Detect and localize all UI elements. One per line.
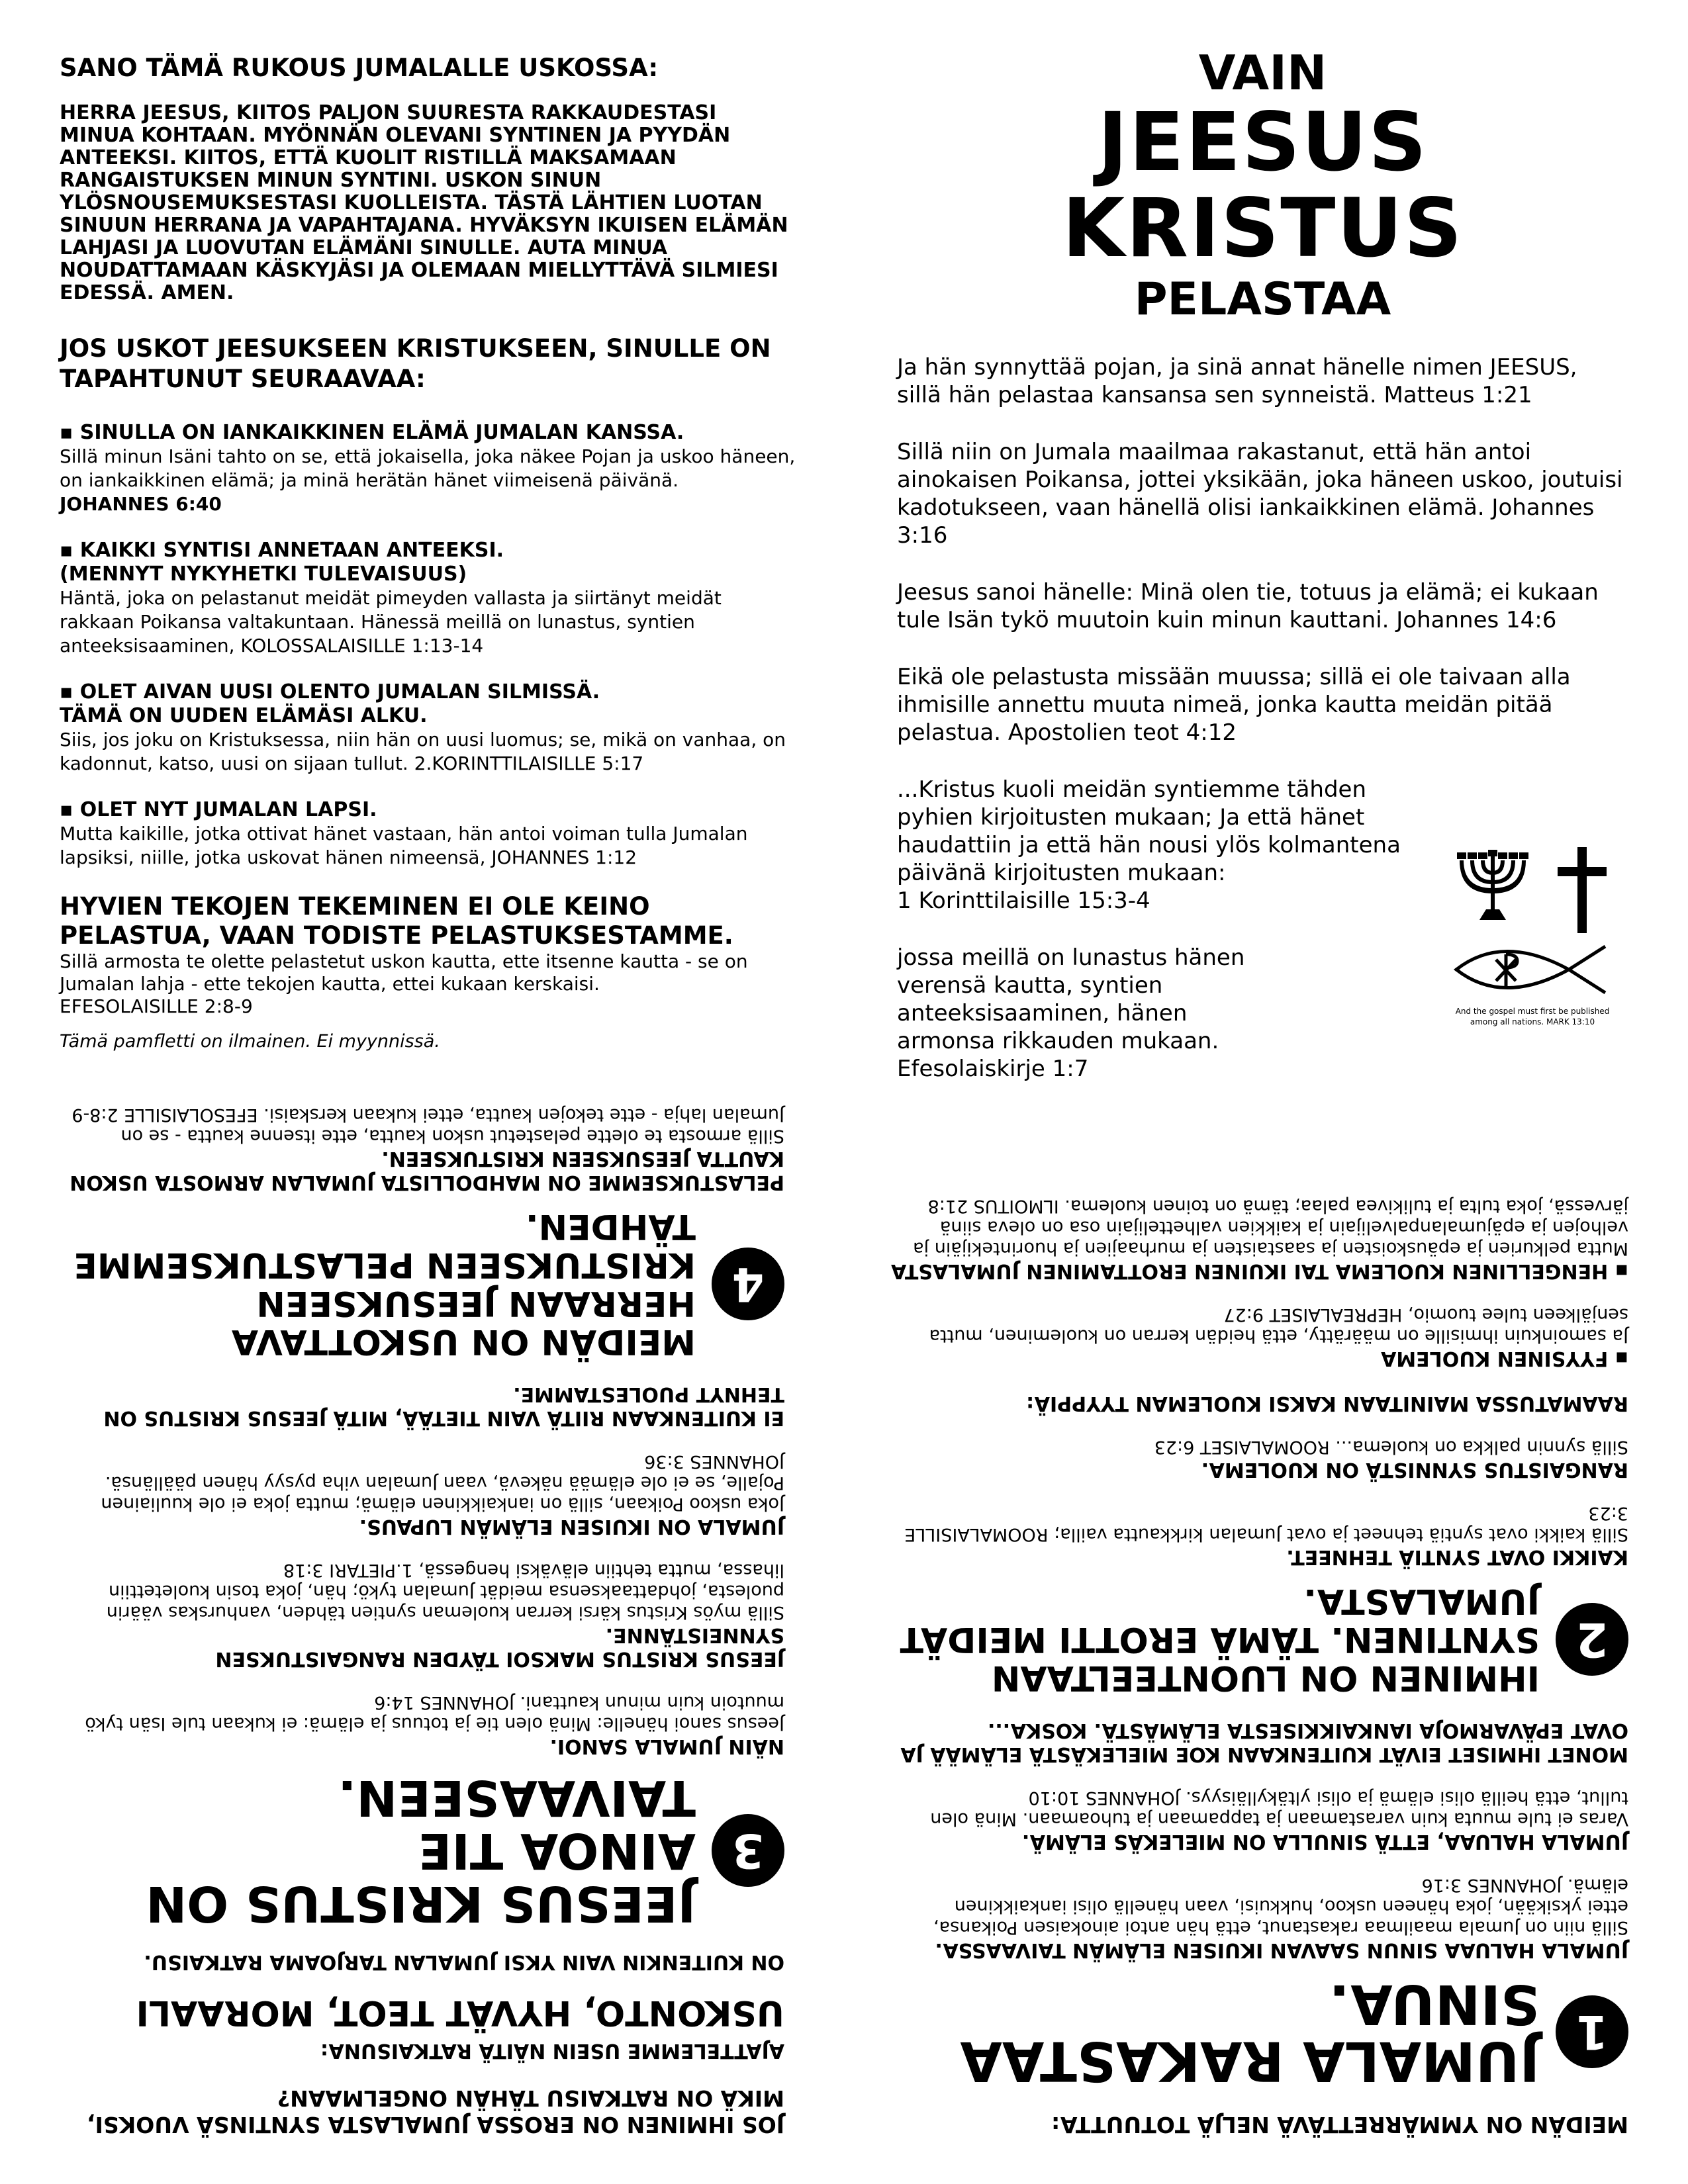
solutions-intro: AJATTELEMME USEIN NÄITÄ RATKAISUNA: — [320, 2039, 784, 2062]
truth-4-sub: PELASTUKSEMME ON MAHDOLLISTA JUMALAN ARMOSTA USKON KAUTTA JEESUKSEEN KRISTUKSEEN. — [70, 1147, 784, 1194]
truth-2-header — [890, 1582, 1628, 1697]
benefit-body: Mutta kaikille, jotka ottivat hänet vastaan, hän antoi voiman tulla Jumalan lapsiksi, niille, jotka uskovat hänen nimeensä, — [60, 823, 748, 868]
title-line-3: PELASTAA — [1134, 273, 1391, 326]
truth-2-body2: Sillä synnin palkka on kuolema... ROOMALAISET 6:23 — [1154, 1437, 1628, 1457]
benefit-section — [60, 798, 798, 870]
cross-icon — [1552, 847, 1612, 933]
benefit-section — [60, 680, 798, 776]
verse: Jeesus sanoi hänelle: Minä olen tie, totuus ja elämä; ei kukaan tule Isän tykö muutoin kuin minun kauttani. Johannes 14:6 — [897, 579, 1599, 633]
truth-3-number: 3 — [712, 1814, 784, 1887]
truth-3-body2: Sillä myös Kristus kärsi kerran kuoleman syntien tähden, vanhurskas väärin puolesta, johdattaaksensa meidät Jumalan tykö; hän, joka tosin kuoletettiin lihassa, mutta tehtiin eläväksi hengessä, 1.PIETARI 3:18 — [106, 1560, 784, 1623]
benefit-ref: KOLOSSALAISILLE 1:13-14 — [240, 635, 484, 657]
truth-2-sub3: RAAMATUSSA MAINITAAN KAKSI KUOLEMAN TYYPPIÄ: — [1026, 1392, 1628, 1415]
benefit-title: ▪ OLET AIVAN UUSI OLENTO JUMALAN SILMISSÄ. TÄMÄ ON UUDEN ELÄMÄSI ALKU. — [60, 680, 600, 727]
truth-2-sub5: ▪ HENGELLINEN KUOLEMA TAI IKUINEN EROTTAMINEN JUMALASTA — [890, 1259, 1628, 1283]
truth-2-number: 2 — [1556, 1603, 1628, 1676]
truth-2-body4: Ja samoinkuin ihmisille on määrätty, että heidän kerran on kuoleminen, mutta senjälkeen tulee tuomio, HEPREALAISET 9:27 — [929, 1304, 1628, 1346]
fish-chi-rho-icon — [1450, 940, 1615, 999]
truth-2-sub: KAIKKI OVAT SYNTIÄ TEHNEET. — [1286, 1545, 1628, 1569]
cover-panel — [844, 0, 1688, 1092]
truth-4-body: Sillä armosta te olette pelastetut uskon kautta, ette itsenne kautta - se on Jumalan lahja - ette tekojen kautta, ettei kukaan kerskaisi. EFESOLAISILLE 2:8-9 — [71, 1105, 784, 1146]
benefit-body: Häntä, joka on pelastanut meidät pimeyden vallasta ja siirtänyt meidät rakkaan Poikansa valtakuntaan. Hänessä meillä on lunastus, syntien anteeksisaaminen, — [60, 587, 722, 657]
truth-2-title: IHMINEN ON LUONTEELTAAN SYNTINEN. TÄMÄ EROTTI MEIDÄT JUMALASTA. — [900, 1581, 1540, 1698]
good-works-body: Sillä armosta te olette pelastetut uskon kautta, ette itsenne kautta - se on Jumalan lahja - ette tekojen kautta, ettei kukaan kerskaisi. — [60, 950, 748, 995]
verse: Eikä ole pelastusta missään muussa; sillä ei ole taivaan alla ihmisille annettu muuta nimeä, jonka kautta meidän pitää pelastua. Apostolien teot 4:12 — [897, 664, 1571, 746]
truth-1-sub3: MONET IHMISET EIVÄT KUITENKAAN KOE MIELEKÄSTÄ ELÄMÄÄ JA OVAT EPÄVARMOJA IANKAIKKISESTA ELÄMÄSTÄ. KOSKA... — [900, 1719, 1628, 1766]
truth-1-header — [890, 1972, 1628, 2092]
verse: ...Kristus kuoli meidän syntiemme tähden pyhien kirjoitusten mukaan; Ja että hänet haudattiin ja että hän nousi ylös kolmantena päivänä kirjoitusten mukaan: 1 Korinttilaisille 15:3-4 — [897, 776, 1401, 914]
verse: Ja hän synnyttää pojan, ja sinä annat hänelle nimen JEESUS, sillä hän pelastaa kansansa sen synneistä. Matteus 1:21 — [897, 354, 1577, 408]
truth-4-title: MEIDÄN ON USKOTTAVA HERRAAN JEESUKSEEN KRISTUKSEEN PELASTUKSEMME TÄHDEN. — [73, 1206, 696, 1361]
prayer-heading: SANO TÄMÄ RUKOUS JUMALALLE USKOSSA: — [60, 54, 659, 82]
title-line-2: JEESUS KRISTUS — [1062, 95, 1464, 275]
benefit-body: Siis, jos joku on Kristuksessa, niin hän on uusi luomus; se, mikä on vanhaa, on kadonnut, katso, uusi on sijaan tullut. — [60, 729, 786, 774]
truth-4-header — [46, 1207, 784, 1361]
free-pamphlet-note: Tämä pamfletti on ilmainen. Ei myynnissä. — [60, 1031, 440, 1052]
verse: jossa meillä on lunastus hänen verensä kautta, syntien anteeksisaaminen, hänen armonsa rikkauden mukaan. Efesolaiskirje 1:7 — [897, 944, 1245, 1082]
truth-3-header — [46, 1771, 784, 1930]
verse: Sillä niin on Jumala maailmaa rakastanut, että hän antoi ainokaisen Poikansa, jottei yksikään, joka häneen uskoo, joutuisi kadotukseen, vaan hänellä olisi iankaikkinen elämä. Johannes 3:16 — [897, 439, 1623, 549]
benefit-ref: JOHANNES 1:12 — [491, 846, 637, 868]
good-works-heading: HYVIEN TEKOJEN TEKEMINEN EI OLE KEINO PELASTUA, VAAN TODISTE PELASTUKSESTAMME. — [60, 892, 733, 950]
truth-3-body: Jeesus sanoi hänelle: Minä olen tie ja totuus ja elämä: ei kukaan tule Isän tykö muutoin kuin minun kauttani. JOHANNES 14:6 — [85, 1692, 784, 1734]
benefit-title: ▪ SINULLA ON IANKAIKKINEN ELÄMÄ JUMALAN KANSSA. — [60, 421, 684, 444]
truths-panel-3-4 — [0, 1092, 844, 2184]
truth-2-body: Sillä kaikki ovat syntiä tehneet ja ovat Jumalan kirkkautta vailla; ROOMALAISILLE 3:23 — [904, 1503, 1628, 1545]
one-solution: ON KUITENKIN VAIN YKSI JUMALAN TARJOAMA RATKAISU. — [144, 1950, 784, 1974]
solution-question: JOS IHMINEN ON EROSSA JUMALASTA SYNTINSÄ VUOKSI, MIKÄ ON RATKAISU TÄHÄN ONGELMAAN? — [87, 2085, 784, 2138]
truth-4-number: 4 — [712, 1248, 784, 1320]
truth-2-sub4: ▪ FYYSINEN KUOLEMA — [1381, 1347, 1628, 1370]
benefit-ref: JOHANNES 6:40 — [60, 493, 222, 515]
emblem-caption: And the gospel must first be published among all nations. MARK 13:10 — [1455, 1007, 1610, 1026]
menorah-icon — [1453, 847, 1532, 927]
title-line-1: VAIN — [1198, 45, 1327, 101]
benefit-ref: 2.KORINTTILAISILLE 5:17 — [414, 752, 644, 774]
benefit-body: Sillä minun Isäni tahto on se, että jokaisella, joka näkee Pojan ja uskoo häneen, on iankaikkinen elämä; ja minä herätän hänet viimeisenä päivänä. — [60, 445, 796, 491]
prayer-text: HERRA JEESUS, KIITOS PALJON SUURESTA RAKKAUDESTASI MINUA KOHTAAN. MYÖNNÄN OLEVANI SYNTINEN JA PYYDÄN ANTEEKSI. KIITOS, ETTÄ KUOLIT RISTILLÄ MAKSAMAAN RANGAISTUKSEN MINUN SYNTINI. USKON SINUN YLÖSNOUSEMUKSESTASI KUOLLEISTA. TÄSTÄ LÄHTIEN LUOTAN SINUUN HERRANA JA VAPAHTAJANA. HYVÄKSYN IKUISEN ELÄMÄN LAHJASI JA LUOVUTAN ELÄMÄNI SINULLE. AUTA MINUA NOUDATTAMAAN KÄSKYJÄSI JA OLEMAAN MIELLYTTÄVÄ SILMIESI EDESSÄ. AMEN. — [60, 101, 788, 304]
truth-1-sub2: JUMALA HALUAA, ETTÄ SINULLA ON MIELEKÄS ELÄMÄ. — [1021, 1830, 1628, 1853]
truth-3-sub2: JEESUS KRISTUS MAKSOI TÄYDEN RANGAISTUKSEN SYNNEISTÄNNE. — [215, 1623, 784, 1670]
truth-1-sub: JUMALA HALUAA SINUN SAAVAN IKUISEN ELÄMÄN TAIVAASSA. — [935, 1938, 1628, 1962]
false-solutions: USKONTO, HYVÄT TEOT, MORAALI — [136, 1993, 784, 2032]
belief-heading: JOS USKOT JEESUKSEEN KRISTUKSEEN, SINULLE ON TAPAHTUNUT SEURAAVAA: — [60, 334, 771, 393]
truth-2-body5: Mutta pelkurien ja epäuskoisten ja saastaisten ja murhaajien ja huorintekijäin ja velhojen ja epäjumalanpalvelijain ja kaikkien valhettelijain osa on oleva siinä järvessä, joka tulta ja tulikivea palaa; tämä on toinen kuolema. ILMOITUS 21:8 — [913, 1196, 1628, 1259]
benefit-section — [60, 421, 798, 516]
truth-3-body3: Joka uskoo Poikaan, sillä on iankaikkinen elämä; mutta joka ei ole kuuliainen Pojalle, se ei ole elämää näkevä, vaan Jumalan viha pysyy hänen päällänsä. JOHANNES 3:36 — [101, 1451, 784, 1514]
benefit-section — [60, 539, 798, 658]
truth-3-sub4: EI KUITENKAAN RIITÄ VAIN TIETÄÄ, MITÄ JEESUS KRISTUS ON TEHNYT PUOLESTAMME. — [103, 1383, 784, 1430]
benefit-title: ▪ KAIKKI SYNTISI ANNETAAN ANTEEKSI. (MENNYT NYKYHETKI TULEVAISUUS) — [60, 539, 504, 586]
benefit-title: ▪ OLET NYT JUMALAN LAPSI. — [60, 798, 377, 821]
truth-3-title: JEESUS KRISTUS ON AINOA TIE TAIVAASEEN. — [146, 1769, 696, 1932]
truth-1-body: Sillä niin on Jumala maailmaa rakastanut, että hän antoi ainokaisen Poikansa, ettei yksikään, joka häneen uskoo, hukkuisi, vaan hänellä olisi iankaikkinen elämä. JOHANNES 3:16 — [933, 1875, 1628, 1938]
prayer-panel — [0, 0, 844, 1092]
truth-3-sub: NÄIN JUMALA SANOI. — [549, 1735, 784, 1758]
truth-1-title: JUMALA RAKASTAA SINUA. — [960, 1972, 1540, 2092]
good-works-ref: EFESOLAISILLE 2:8-9 — [60, 995, 253, 1017]
truth-1-number: 1 — [1556, 1995, 1628, 2068]
four-truths-intro: MEIDÄN ON YMMÄRRETTÄVÄ NELJÄ TOTUUTTA: — [1051, 2112, 1628, 2138]
truth-2-sub2: RANGAISTUS SYNNISTÄ ON KUOLEMA. — [1201, 1458, 1628, 1481]
truths-panel-1-2 — [844, 1092, 1688, 2184]
truth-3-sub3: JUMALA ON IKUISEN ELÄMÄN LUPAUS. — [359, 1515, 784, 1538]
truth-1-body2: Varas ei tule muuta kuin varastamaan ja tappamaan ja tuhoamaan. Minä olen tullut, että heillä olisi elämä ja olisi yltäkylläisyys. JOHANNES 10:10 — [930, 1788, 1628, 1829]
